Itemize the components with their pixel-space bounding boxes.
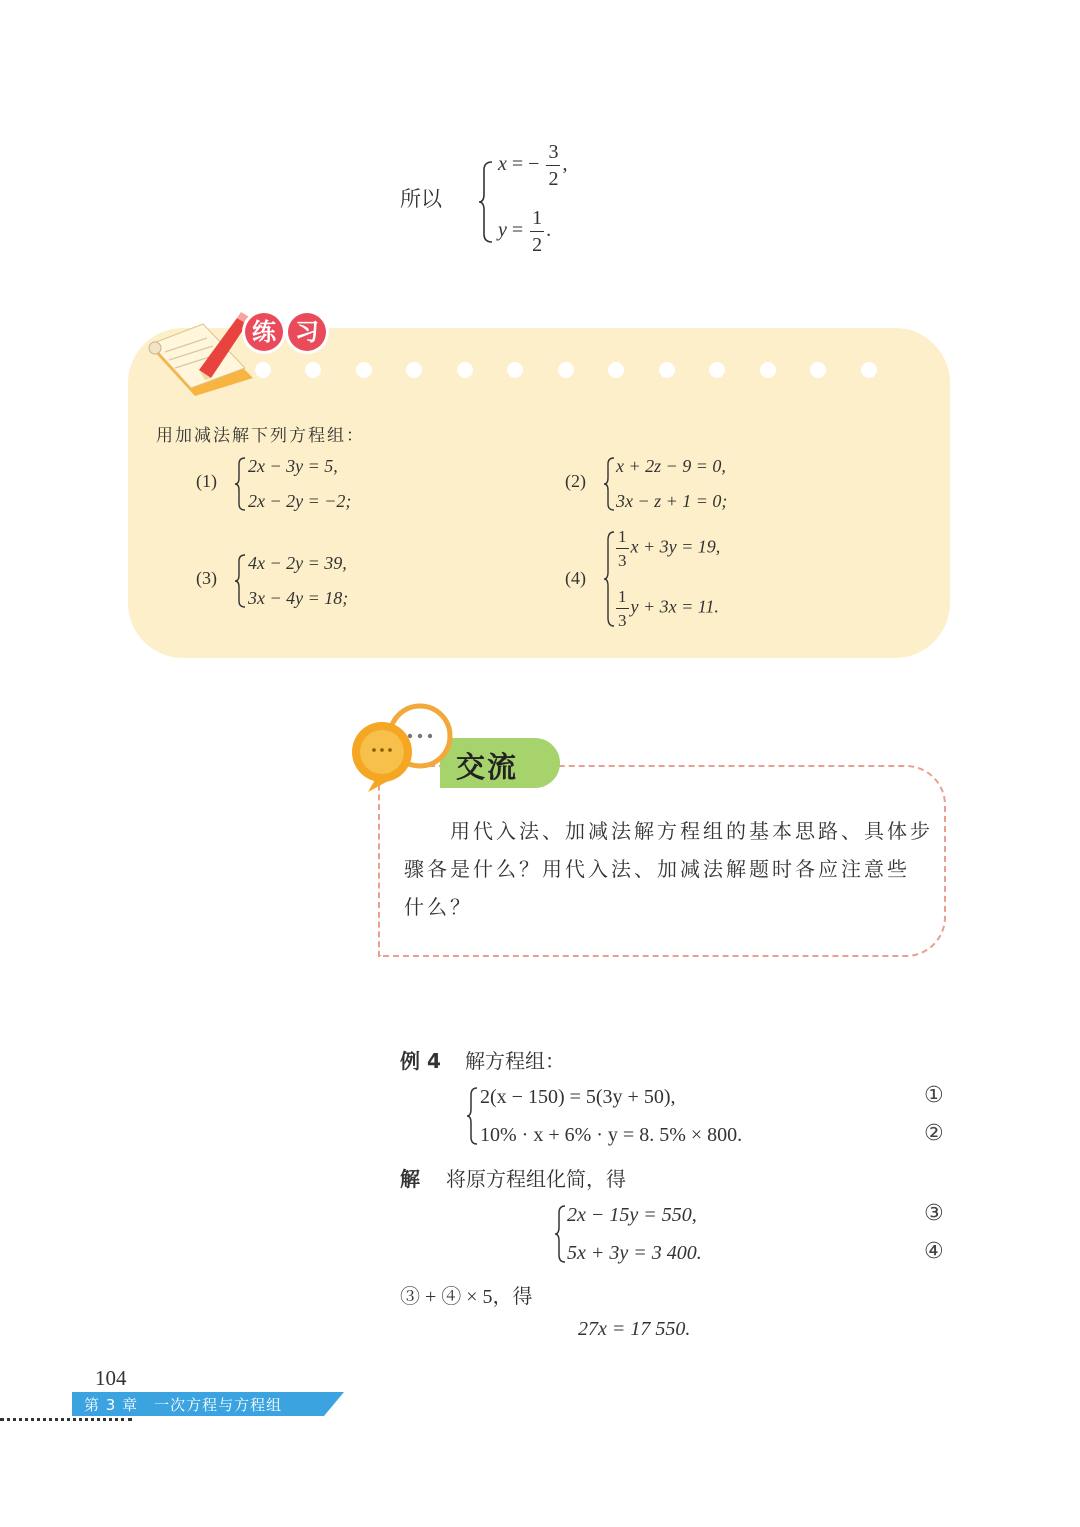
example-eq-3: 2x − 15y = 550, <box>567 1204 697 1226</box>
elimination-step: ③ + ④ × 5，得 <box>400 1286 533 1308</box>
fraction: $\frac{1}{2}$ <box>532 207 543 256</box>
exchange-title: 交流 <box>456 750 519 784</box>
punct: . <box>546 219 552 242</box>
chapter-title: 第 3 章 一次方程与方程组 <box>84 1396 283 1414</box>
pencil-paper-icon <box>145 308 260 398</box>
brace <box>603 456 617 512</box>
problem-3-eq1: 4x − 2y = 39, <box>248 553 347 573</box>
eq-mark-3: ③ <box>924 1201 944 1226</box>
eq-mark-4: ④ <box>924 1239 944 1264</box>
var-x: x <box>498 153 507 176</box>
page-number: 104 <box>95 1366 127 1390</box>
dot <box>659 362 675 378</box>
badge-xi: 习 <box>288 313 326 351</box>
solution-eq-x <box>498 142 567 189</box>
dot <box>356 362 372 378</box>
problem-2-eq1: x + 2z − 9 = 0, <box>616 456 726 476</box>
example-eq-2: 10% · x + 6% · y = 8. 5% × 800. <box>480 1124 743 1146</box>
dot <box>255 362 271 378</box>
exchange-line-2: 骤各是什么？用代入法、加减法解题时各应注意些 <box>404 857 910 881</box>
example-eq-4: 5x + 3y = 3 400. <box>567 1242 702 1264</box>
problem-4-eq2: $\frac{1}{3}$ y + 3x = 11. <box>618 587 719 630</box>
speech-bubbles-icon <box>346 700 456 795</box>
solution-prefix: 所以 <box>400 187 442 211</box>
dot <box>558 362 574 378</box>
problem-4-eq1: $\frac{1}{3}$ x + 3y = 19, <box>618 527 721 570</box>
brace <box>466 1086 480 1146</box>
fraction: $\frac{3}{2}$ <box>548 141 559 190</box>
problem-1-label: (1) <box>196 471 217 491</box>
var-y: y <box>498 219 507 242</box>
problem-3-label: (3) <box>196 568 217 588</box>
badge-lian: 练 <box>245 313 283 351</box>
brace <box>554 1204 568 1264</box>
eq-sign: = <box>511 219 524 242</box>
practice-instruction: 用加减法解下列方程组： <box>156 426 365 446</box>
problem-2-label: (2) <box>565 471 586 491</box>
example-eq-1: 2(x − 150) = 5(3y + 50), <box>480 1086 676 1108</box>
solution-label: 解 <box>400 1167 420 1191</box>
brace <box>234 456 248 512</box>
dot <box>810 362 826 378</box>
example-label: 例 4 <box>400 1049 441 1073</box>
dot <box>507 362 523 378</box>
dot <box>709 362 725 378</box>
eq-mark-1: ① <box>924 1083 944 1108</box>
result-equation: 27x = 17 550. <box>578 1318 691 1340</box>
example-task: 解方程组： <box>465 1049 565 1073</box>
brace <box>234 553 248 609</box>
dot <box>305 362 321 378</box>
footer-dotted-line <box>0 1418 132 1421</box>
problem-3-eq2: 3x − 4y = 18; <box>248 588 349 608</box>
dot <box>457 362 473 378</box>
exchange-line-1: 用代入法、加减法解方程组的基本思路、具体步 <box>450 819 933 843</box>
solution-eq-y <box>498 208 551 255</box>
punct: , <box>562 153 568 176</box>
solution-text: 将原方程组化简，得 <box>446 1167 626 1191</box>
dot <box>406 362 422 378</box>
problem-2-eq2: 3x − z + 1 = 0; <box>616 491 728 511</box>
eq-sign: = − <box>511 153 540 176</box>
solution-brace <box>478 160 498 244</box>
problem-1-eq2: 2x − 2y = −2; <box>248 491 352 511</box>
dot <box>861 362 877 378</box>
exchange-line-3: 什么？ <box>404 895 473 919</box>
dot <box>760 362 776 378</box>
dot <box>608 362 624 378</box>
problem-4-label: (4) <box>565 568 586 588</box>
eq-mark-2: ② <box>924 1121 944 1146</box>
problem-1-eq1: 2x − 3y = 5, <box>248 456 338 476</box>
